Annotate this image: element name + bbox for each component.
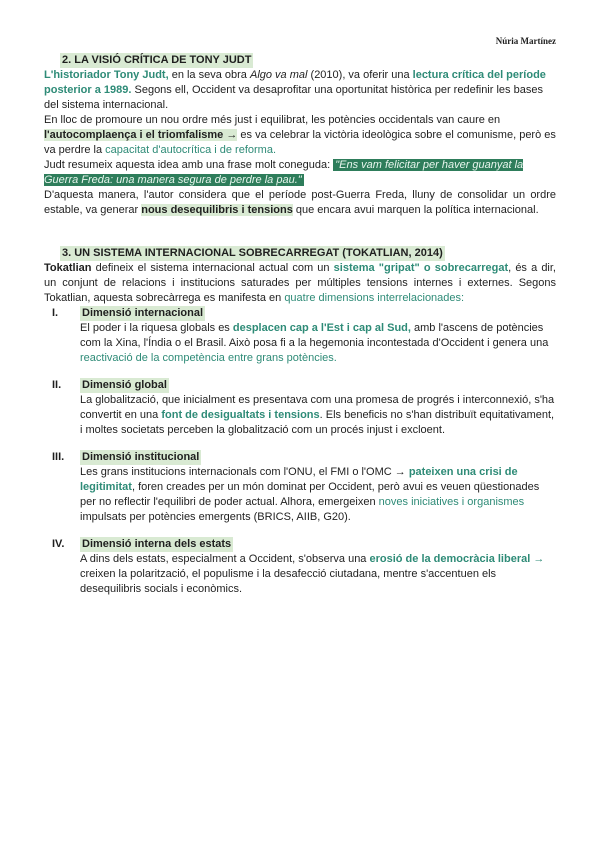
s2-paragraph-2: En lloc de promoure un nou ordre més just i equilibrat, les potències occidentals van caure en l'autocomplaença i el triomfalisme → es va celebrar la victòria ideològica sobre el comunisme, però es va perdre la capacitat d'autocrítica i de reforma. — [44, 114, 556, 156]
section-3-heading: 3. UN SISTEMA INTERNACIONAL SOBRECARREGAT (TOKATLIAN, 2014) — [62, 247, 443, 259]
dimension-text: A dins dels estats, especialment a Occident, s'observa una erosió de la democràcia liberal → creixen la polarització, el populisme i la desafecció ciutadana, mentre s'accentuen els desequilibris socials i econòmics. — [80, 553, 545, 595]
dimension-text: La globalització, que inicialment es presentava com una promesa de progrés i interconnexió, s'ha convertit en una font de desigualtats i tensions. Els beneficis no s'han distribuït equitativament, i moltes societats perceben la globalització com un procés injust i excloent. — [80, 394, 555, 436]
dimension-item — [52, 537, 556, 597]
dimension-item — [52, 450, 556, 525]
dimension-item — [52, 306, 556, 366]
section-2-heading: 2. LA VISIÓ CRÍTICA DE TONY JUDT — [62, 54, 252, 66]
s2-paragraph-4: D'aquesta manera, l'autor considera que el període post-Guerra Freda, lluny de consolidar un ordre estable, va generar nous desequilibris i tensions que encara avui marquen la política internacional. — [44, 189, 556, 216]
dimension-heading: I. Dimensió internacional — [52, 307, 204, 319]
dimension-item — [52, 378, 556, 438]
dimension-heading: IV. Dimensió interna dels estats — [52, 538, 232, 550]
author-name: Núria Martínez — [495, 36, 556, 46]
s2-paragraph-3: Judt resumeix aquesta idea amb una frase molt coneguda: "Ens vam felicitar per haver guanyat la Guerra Freda: una manera segura de perdre la pau." — [44, 159, 524, 186]
dimension-text: El poder i la riquesa globals es desplacen cap a l'Est i cap al Sud, amb l'ascens de potències com la Xina, l'Índia o el Brasil. Això posa fi a la hegemonia incontestada d'Occident i genera una reactivació de la competència entre grans potències. — [80, 322, 549, 364]
dimension-heading: II. Dimensió global — [52, 379, 167, 391]
document-body — [44, 53, 556, 597]
s3-intro: Tokatlian defineix el sistema internacional actual com un sistema "gripat" o sobrecarregat, és a dir, un conjunt de relacions i institucions saturades per múltiples tensions internes i externes. Segons Tokatlian, aquesta sobrecàrrega es manifesta en quatre dimensions interrelacionades: — [44, 262, 556, 304]
dimension-heading: III. Dimensió institucional — [52, 451, 200, 463]
s2-paragraph-1: L'historiador Tony Judt, en la seva obra Algo va mal (2010), va oferir una lectura crítica del període posterior a 1989. Segons ell, Occident va desaprofitar una oportunitat històrica per redefinir les bases del sistema internacional. — [44, 69, 546, 111]
dimension-text: Les grans institucions internacionals com l'ONU, el FMI o l'OMC → pateixen una crisi de legitimitat, foren creades per un món dominat per Occident, però avui es veuen qüestionades per no reflectir l'equilibri de poder actual. Alhora, emergeixen noves iniciatives i organismes impulsats per potències emergents (BRICS, AIIB, G20). — [80, 466, 540, 523]
judt-quote: "Ens vam felicitar per haver guanyat la Guerra Freda: una manera segura de perdre la pau." — [44, 159, 524, 186]
